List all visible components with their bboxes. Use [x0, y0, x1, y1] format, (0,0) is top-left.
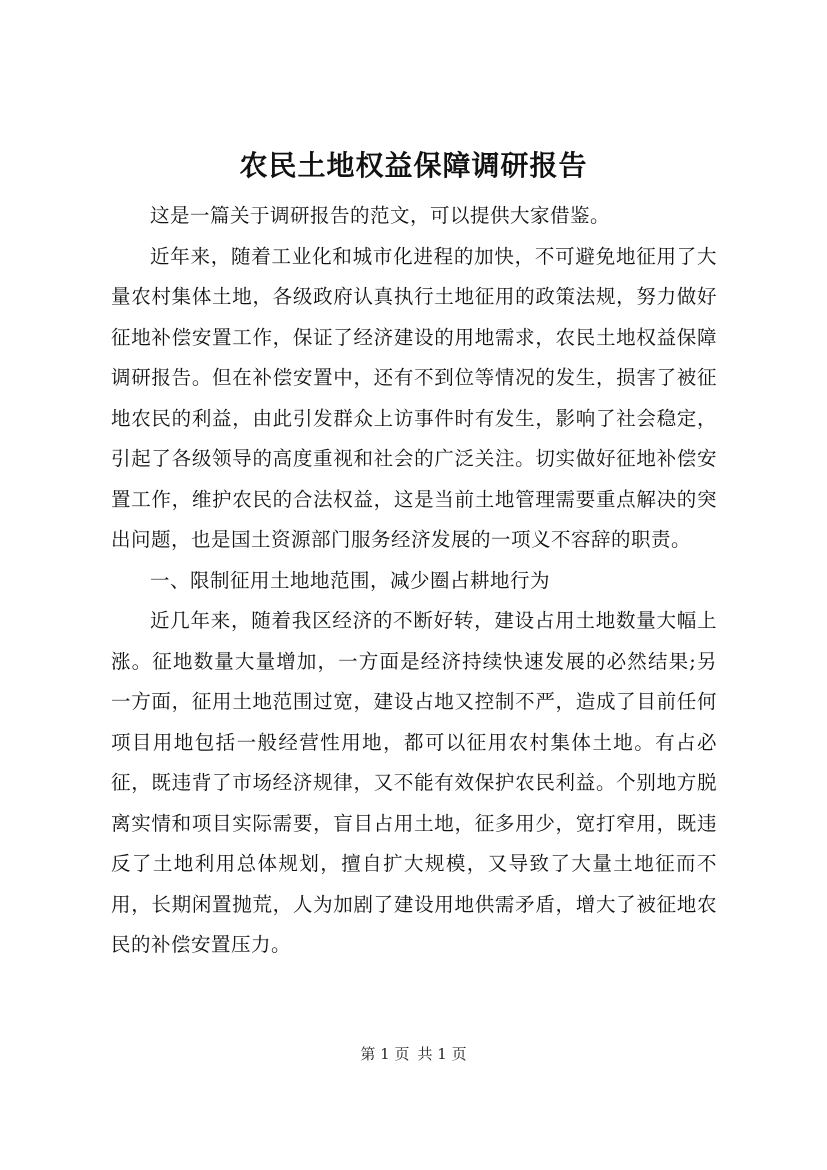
paragraph-background: 近年来，随着工业化和城市化进程的加快，不可避免地征用了大量农村集体土地，各级政府认真执行土地征用的政策法规，努力做好征地补偿安置工作，保证了经济建设的用地需求，农民土地权益保障调研报告。但在补偿安置中，还有不到位等情况的发生，损害了被征地农民的利益，由此引发群众上访事件时有发生，影响了社会稳定，引起了各级领导的高度重视和社会的广泛关注。切实做好征地补偿安置工作，维护农民的合法权益，这是当前土地管理需要重点解决的突出问题，也是国土资源部门服务经济发展的一项义不容辞的职责。	[111, 244, 717, 551]
document-title: 农民土地权益保障调研报告	[239, 149, 588, 182]
section-heading-1: 一、限制征用土地地范围，减少圈占耕地行为	[150, 568, 551, 592]
paragraph-intro: 这是一篇关于调研报告的范文，可以提供大家借鉴。	[150, 204, 611, 227]
page-total: 共 1 页	[417, 1045, 467, 1063]
page-footer	[0, 1043, 827, 1065]
document-body	[111, 196, 717, 966]
paragraph-section-1: 近几年来，随着我区经济的不断好转，建设占用土地数量大幅上涨。征地数量大量增加，一方面是经济持续快速发展的必然结果;另一方面，征用土地范围过宽，建设占地又控制不严，造成了目前任何项目用地包括一般经营性用地，都可以征用农村集体土地。有占必征，既违背了市场经济规律，又不能有效保护农民利益。个别地方脱离实情和项目实际需要，盲目占用土地，征多用少，宽打窄用，既违反了土地利用总体规划，擅自扩大规模，又导致了大量土地征而不用，长期闲置抛荒，人为加剧了建设用地供需矛盾，增大了被征地农民的补偿安置压力。	[111, 609, 717, 956]
page-number: 第 1 页	[360, 1045, 410, 1063]
